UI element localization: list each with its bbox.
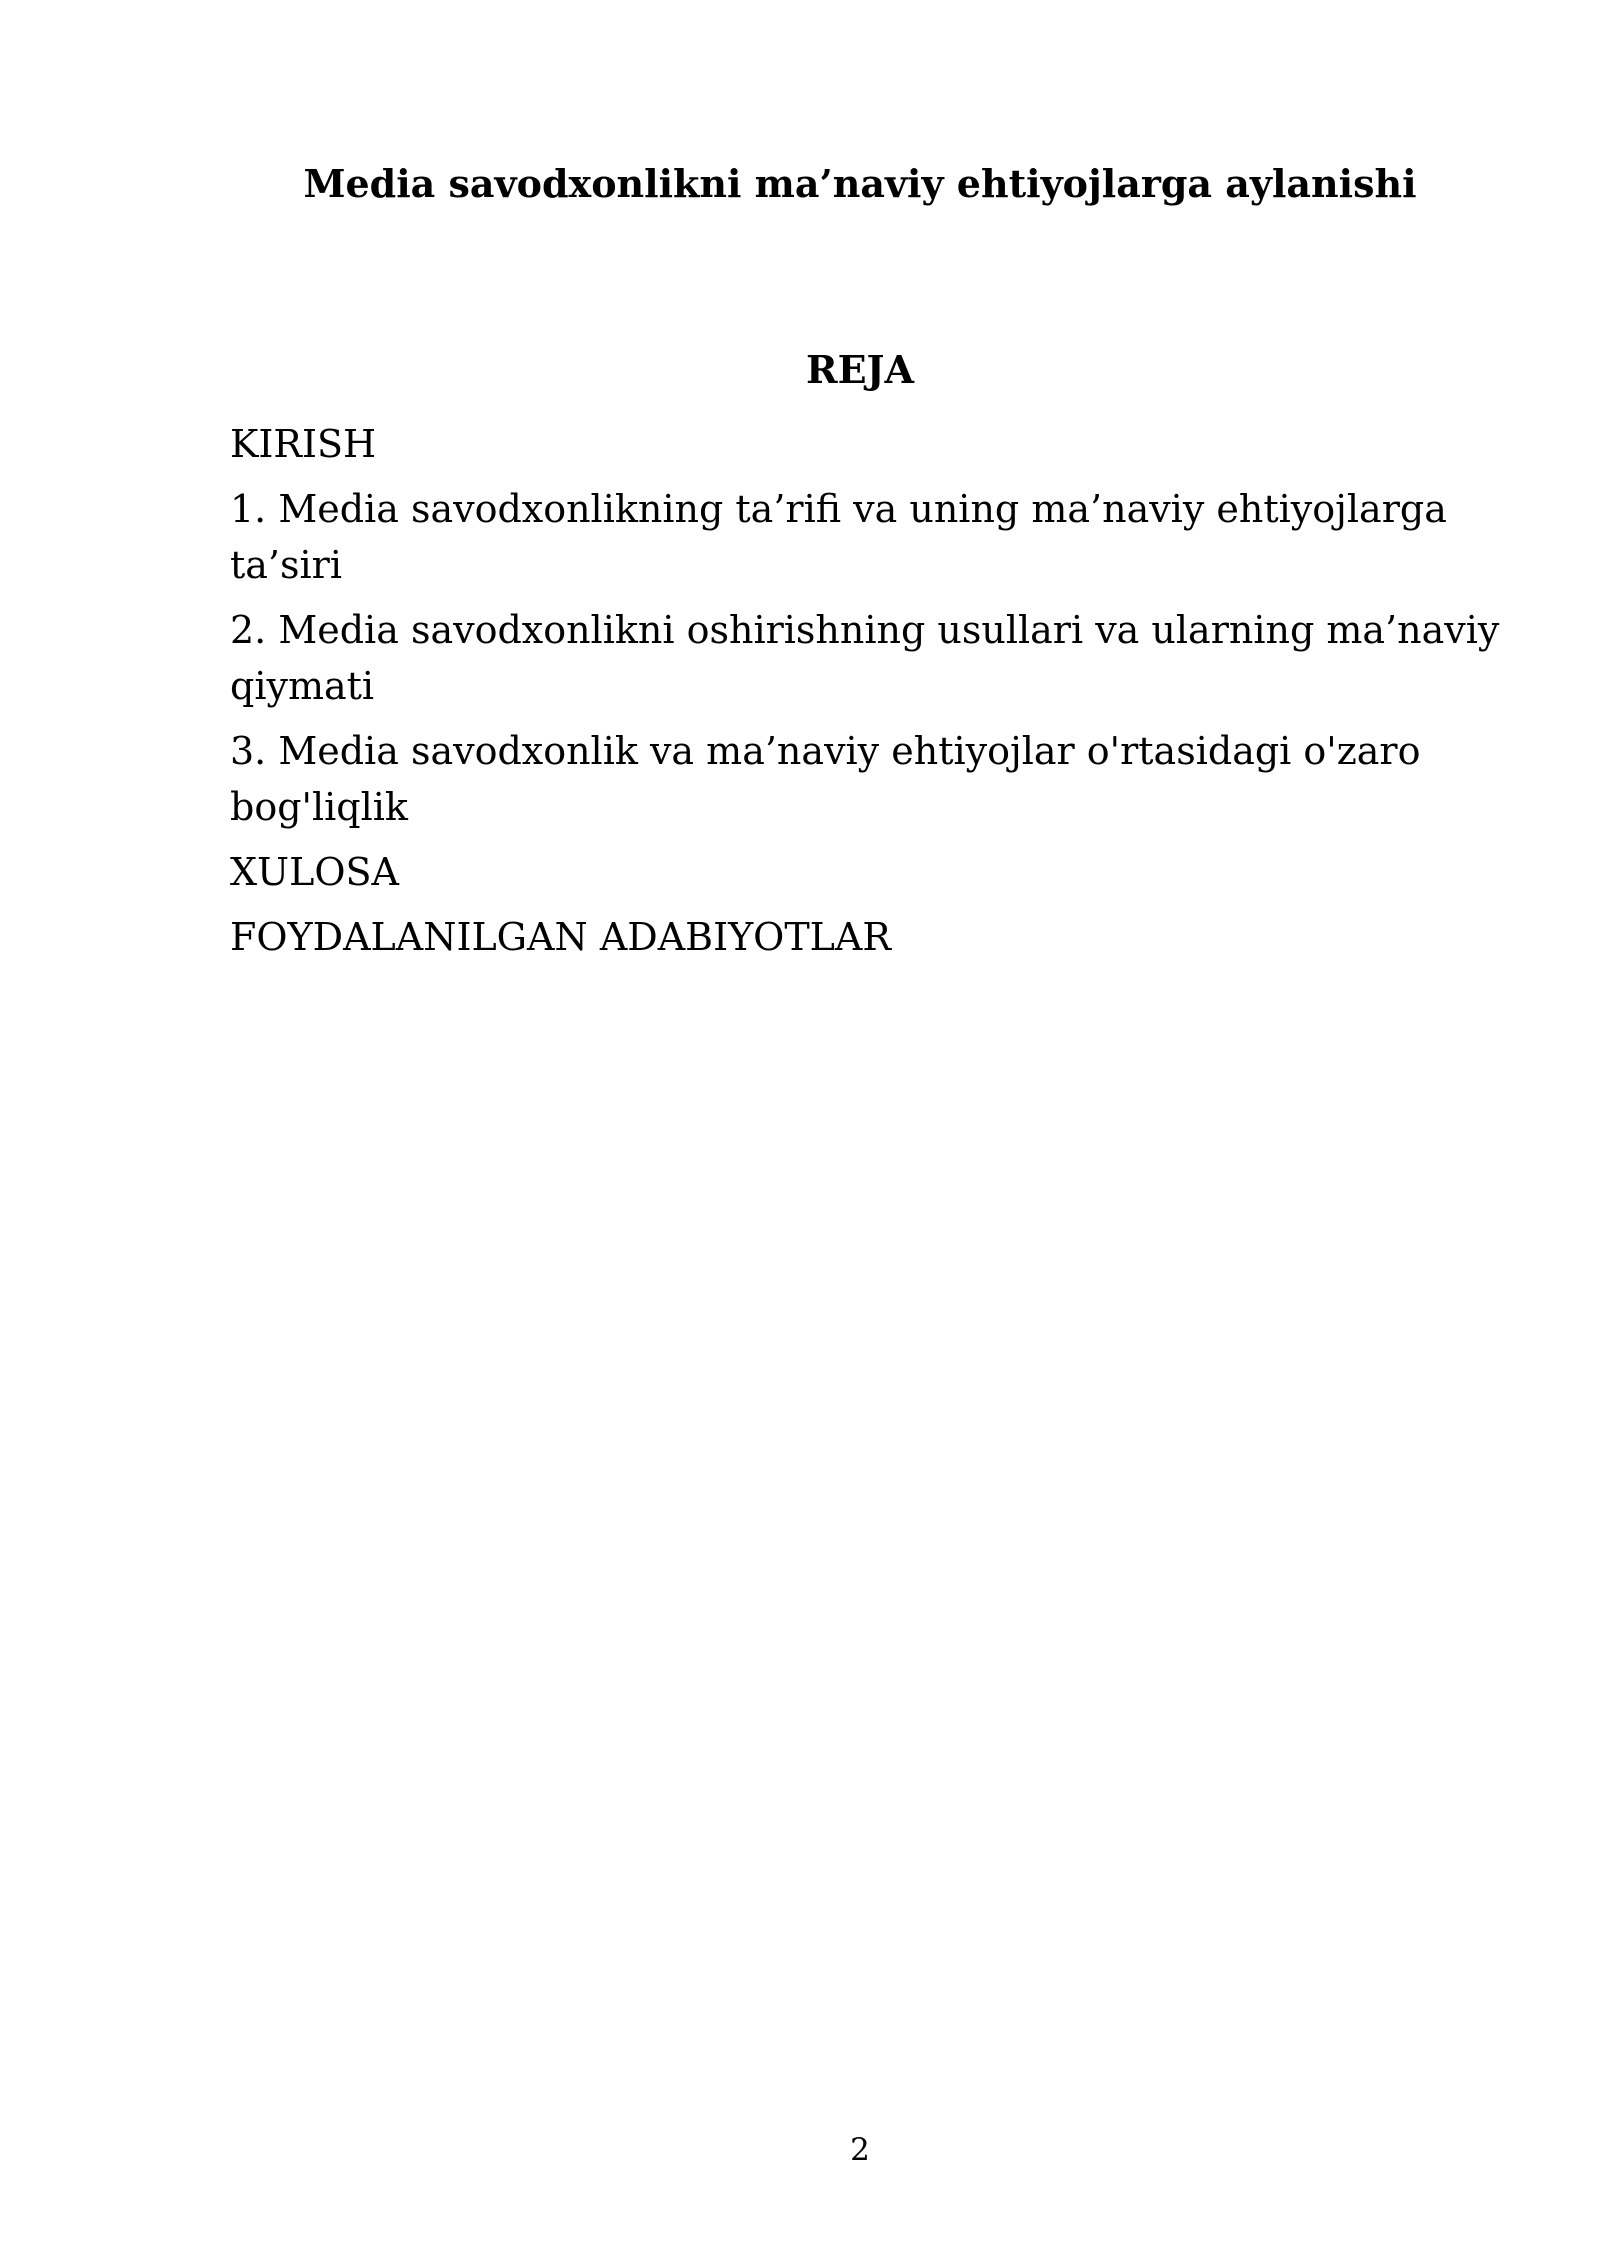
plan-item-section-1: 1. Media savodxonlikning ta’rifi va uning ma’naviy ehtiyojlarga ta’siri (230, 487, 1447, 587)
plan-item-section-2: 2. Media savodxonlikni oshirishning usullari va ularning ma’naviy qiymati (230, 608, 1500, 708)
plan-item-introduction: KIRISH (230, 422, 377, 466)
plan-list (230, 416, 1520, 974)
plan-item-references: FOYDALANILGAN ADABIYOTLAR (230, 915, 891, 959)
plan-item-section-3: 3. Media savodxonlik va ma’naviy ehtiyojlar o'rtasidagi o'zaro bog'liqlik (230, 729, 1421, 829)
document-title: Media savodxonlikni ma’naviy ehtiyojlarga aylanishi (303, 161, 1417, 206)
plan-item-conclusion: XULOSA (230, 850, 399, 894)
page-number: 2 (850, 2132, 870, 2168)
plan-heading: REJA (805, 347, 914, 392)
